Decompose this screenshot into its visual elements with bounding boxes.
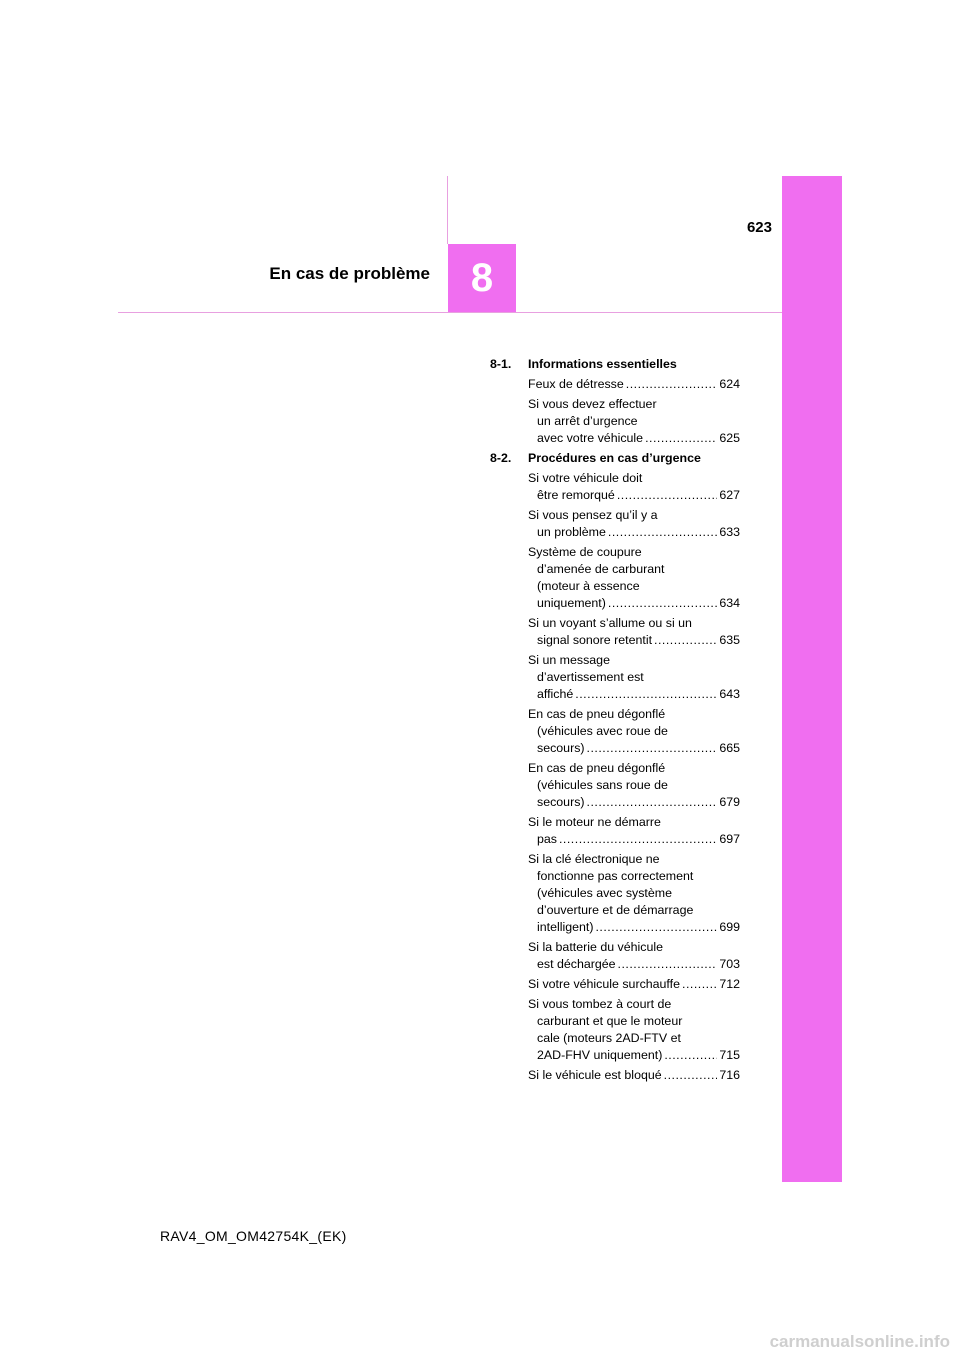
toc-entry-text: (moteur à essence bbox=[537, 579, 640, 593]
toc-entry-line bbox=[528, 723, 740, 740]
chapter-number-badge: 8 bbox=[448, 244, 516, 312]
toc-entry-line bbox=[528, 976, 740, 993]
toc-entry-line bbox=[528, 919, 740, 936]
toc-entry-text: (véhicules sans roue de bbox=[537, 778, 668, 792]
toc-entry-text: un problème bbox=[537, 525, 606, 539]
toc-entry-line bbox=[528, 524, 740, 541]
toc-page-number: 715 bbox=[719, 1048, 740, 1062]
section-number: 8-2. bbox=[490, 451, 512, 465]
toc-entry-text: signal sonore retentit bbox=[537, 633, 653, 647]
toc-entry-text: Si votre véhicule surchauffe bbox=[528, 977, 680, 991]
toc-entry-line bbox=[528, 396, 740, 413]
chapter-side-tab bbox=[782, 176, 842, 1182]
toc-entry-text: Si le véhicule est bloqué bbox=[528, 1068, 662, 1082]
toc-entry-line bbox=[528, 885, 740, 902]
toc-page-number: 679 bbox=[719, 795, 740, 809]
toc-page-number: 643 bbox=[719, 687, 740, 701]
dot-leader bbox=[575, 686, 717, 703]
toc-entry-line bbox=[528, 1047, 740, 1064]
toc-entry-text: En cas de pneu dégonflé bbox=[528, 707, 666, 721]
toc-page-number: 716 bbox=[719, 1068, 740, 1082]
toc-entry[interactable] bbox=[528, 1067, 740, 1084]
toc-entry-line bbox=[528, 851, 740, 868]
toc-entry-line bbox=[528, 740, 740, 757]
toc-entry-line bbox=[528, 669, 740, 686]
dot-leader bbox=[595, 919, 717, 936]
toc-entry-line bbox=[528, 868, 740, 885]
toc-entry-line bbox=[528, 561, 740, 578]
toc-entry-text: Si vous devez effectuer bbox=[528, 397, 657, 411]
dot-leader bbox=[626, 376, 718, 393]
toc-entry-text: d’avertissement est bbox=[537, 670, 644, 684]
toc-entry[interactable] bbox=[528, 470, 740, 504]
toc-entry-line bbox=[528, 831, 740, 848]
toc-entry[interactable] bbox=[528, 939, 740, 973]
header-vertical-rule bbox=[447, 176, 448, 244]
toc-entry-text: intelligent) bbox=[537, 920, 594, 934]
toc-entry-line bbox=[528, 686, 740, 703]
toc-entry-text: Si un message bbox=[528, 653, 610, 667]
toc-entry-line bbox=[528, 760, 740, 777]
toc-entry[interactable] bbox=[528, 976, 740, 993]
toc-entry-line bbox=[528, 652, 740, 669]
toc-entry-text: avec votre véhicule bbox=[537, 431, 644, 445]
toc-entry-text: Feux de détresse bbox=[528, 377, 624, 391]
table-of-contents bbox=[490, 356, 740, 1087]
toc-entry-text: un arrêt d’urgence bbox=[537, 414, 638, 428]
toc-page-number: 699 bbox=[719, 920, 740, 934]
dot-leader bbox=[608, 595, 717, 612]
toc-entry-text: d’ouverture et de démarrage bbox=[537, 903, 694, 917]
toc-entry-line bbox=[528, 430, 740, 447]
toc-page-number: 634 bbox=[719, 596, 740, 610]
toc-entry-text: (véhicules avec roue de bbox=[537, 724, 668, 738]
toc-entry-line bbox=[528, 615, 740, 632]
toc-entry-line bbox=[528, 777, 740, 794]
section-title: Procédures en cas d’urgence bbox=[528, 451, 701, 465]
toc-entry-line bbox=[528, 413, 740, 430]
dot-leader bbox=[608, 524, 717, 541]
toc-entry-line bbox=[528, 794, 740, 811]
toc-entry-text: En cas de pneu dégonflé bbox=[528, 761, 666, 775]
toc-entry-line bbox=[528, 902, 740, 919]
toc-section-heading[interactable] bbox=[490, 356, 740, 373]
toc-entry-text: Système de coupure bbox=[528, 545, 642, 559]
toc-entry-text: Si votre véhicule doit bbox=[528, 471, 643, 485]
toc-entry-text: Si le moteur ne démarre bbox=[528, 815, 661, 829]
toc-entry-text: carburant et que le moteur bbox=[537, 1014, 683, 1028]
toc-entry-line bbox=[528, 487, 740, 504]
toc-entry[interactable] bbox=[528, 996, 740, 1064]
dot-leader bbox=[664, 1067, 718, 1084]
toc-page-number: 697 bbox=[719, 832, 740, 846]
dot-leader bbox=[618, 956, 718, 973]
section-number: 8-1. bbox=[490, 357, 512, 371]
toc-entry-line bbox=[528, 1013, 740, 1030]
toc-entry[interactable] bbox=[528, 507, 740, 541]
toc-entry-line bbox=[528, 544, 740, 561]
toc-entry[interactable] bbox=[528, 396, 740, 447]
toc-page-number: 624 bbox=[719, 377, 740, 391]
toc-entry-line bbox=[528, 578, 740, 595]
chapter-title: En cas de problème bbox=[269, 264, 430, 283]
toc-section-heading[interactable] bbox=[490, 450, 740, 467]
page-number: 623 bbox=[746, 219, 772, 236]
toc-entry-text: pas bbox=[537, 832, 557, 846]
toc-entry-text: être remorqué bbox=[537, 488, 615, 502]
toc-page-number: 627 bbox=[719, 488, 740, 502]
dot-leader bbox=[587, 794, 718, 811]
toc-entry-line bbox=[528, 1067, 740, 1084]
toc-entry-line bbox=[528, 1030, 740, 1047]
toc-entry-line bbox=[528, 376, 740, 393]
toc-entry-text: uniquement) bbox=[537, 596, 606, 610]
document-code: RAV4_OM_OM42754K_(EK) bbox=[160, 1228, 347, 1244]
toc-entry[interactable] bbox=[528, 706, 740, 757]
toc-page-number: 665 bbox=[719, 741, 740, 755]
toc-entry-text: 2AD-FHV uniquement) bbox=[537, 1048, 663, 1062]
toc-entry-line bbox=[528, 814, 740, 831]
header-horizontal-rule bbox=[118, 312, 782, 313]
dot-leader bbox=[587, 740, 718, 757]
toc-section bbox=[490, 356, 740, 447]
toc-entry-line bbox=[528, 507, 740, 524]
toc-entry-text: Si vous tombez à court de bbox=[528, 997, 672, 1011]
toc-page-number: 635 bbox=[719, 633, 740, 647]
toc-entry[interactable] bbox=[528, 376, 740, 393]
toc-entry-text: d’amenée de carburant bbox=[537, 562, 665, 576]
dot-leader bbox=[654, 632, 717, 649]
dot-leader bbox=[682, 976, 717, 993]
toc-entry-text: Si un voyant s’allume ou si un bbox=[528, 616, 692, 630]
toc-entry-text: secours) bbox=[537, 741, 585, 755]
toc-entry[interactable] bbox=[528, 544, 740, 612]
dot-leader bbox=[645, 430, 717, 447]
toc-entry-text: Si vous pensez qu’il y a bbox=[528, 508, 658, 522]
toc-entry[interactable] bbox=[528, 814, 740, 848]
toc-entry-text: cale (moteurs 2AD-FTV et bbox=[537, 1031, 681, 1045]
toc-entry-line bbox=[528, 706, 740, 723]
toc-entry-line bbox=[528, 632, 740, 649]
toc-entry-line bbox=[528, 595, 740, 612]
toc-entry-line bbox=[528, 996, 740, 1013]
dot-leader bbox=[559, 831, 717, 848]
dot-leader bbox=[664, 1047, 717, 1064]
toc-entry-line bbox=[528, 470, 740, 487]
section-title: Informations essentielles bbox=[528, 357, 677, 371]
toc-page-number: 625 bbox=[719, 431, 740, 445]
toc-section bbox=[490, 450, 740, 1084]
dot-leader bbox=[617, 487, 717, 504]
toc-entry-text: secours) bbox=[537, 795, 585, 809]
toc-entry-text: Si la clé électronique ne bbox=[528, 852, 660, 866]
watermark: carmanualsonline.info bbox=[769, 1332, 950, 1351]
toc-entry-line bbox=[528, 939, 740, 956]
toc-entry-text: Si la batterie du véhicule bbox=[528, 940, 664, 954]
toc-entry-line bbox=[528, 956, 740, 973]
toc-page-number: 712 bbox=[719, 977, 740, 991]
toc-entry-text: fonctionne pas correctement bbox=[537, 869, 694, 883]
toc-page-number: 703 bbox=[719, 957, 740, 971]
toc-entry[interactable] bbox=[528, 760, 740, 811]
toc-page-number: 633 bbox=[719, 525, 740, 539]
toc-entry[interactable] bbox=[528, 851, 740, 936]
toc-entry-text: affiché bbox=[537, 687, 574, 701]
toc-entry[interactable] bbox=[528, 615, 740, 649]
toc-entry-text: est déchargée bbox=[537, 957, 616, 971]
toc-entry[interactable] bbox=[528, 652, 740, 703]
toc-entry-text: (véhicules avec système bbox=[537, 886, 672, 900]
